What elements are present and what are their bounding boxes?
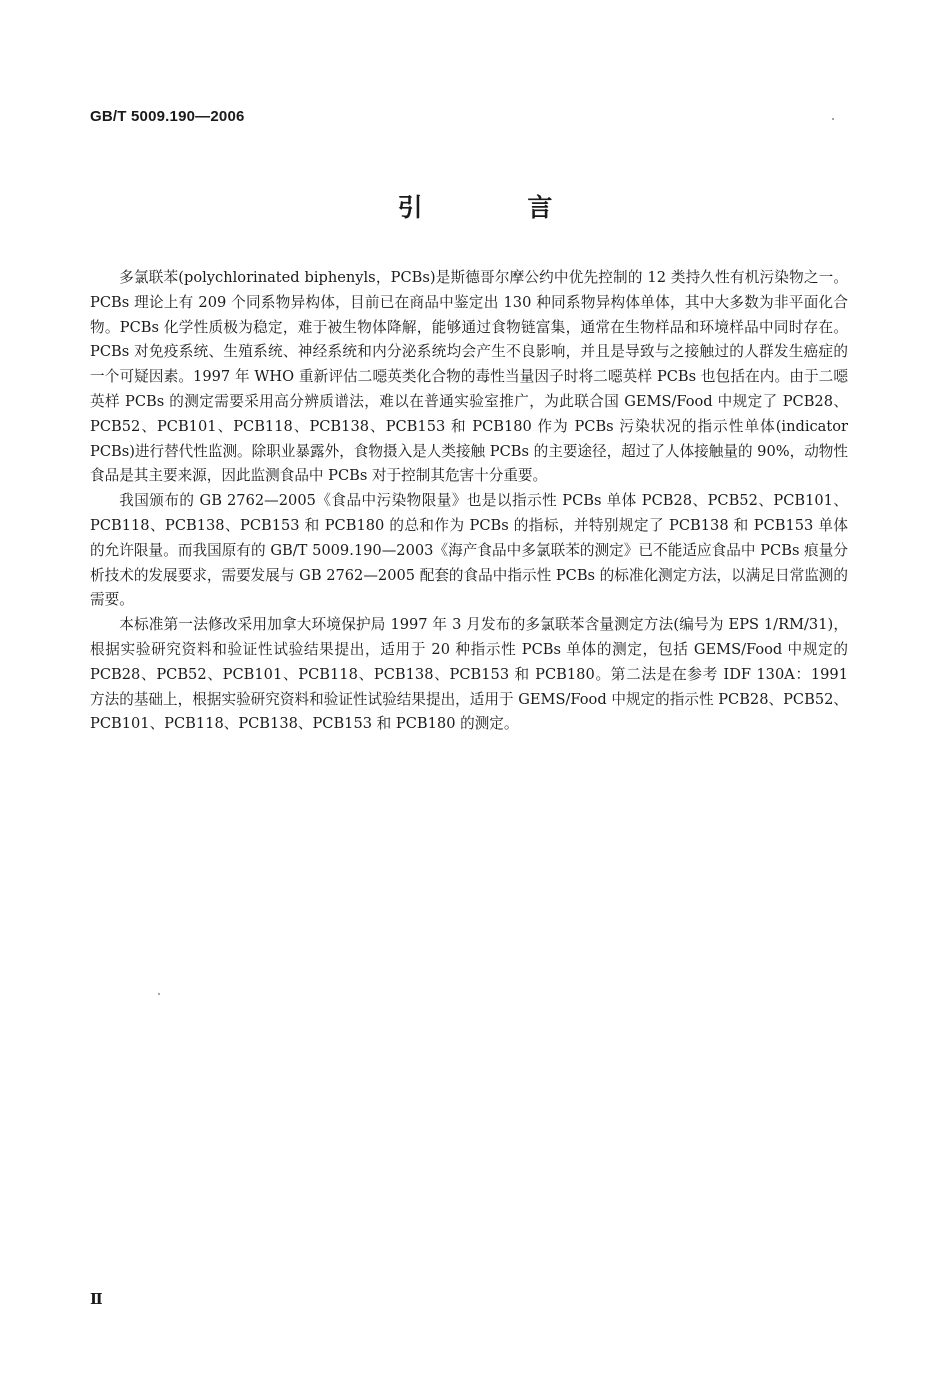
scan-speck <box>158 993 160 995</box>
body-text <box>90 266 848 737</box>
page-number: Ⅱ <box>90 1290 103 1308</box>
section-title: 引 言 <box>397 193 601 222</box>
paragraph: 多氯联苯(polychlorinated biphenyls，PCBs)是斯德哥尔摩公约中优先控制的 12 类持久性有机污染物之一。PCBs 理论上有 209 个同系物异构体，目前已在商品中鉴定出 130 种同系物异构体单体，其中大多数为非平面化合物。PCBs 化学性质极为稳定，难于被生物体降解，能够通过食物链富集，通常在生物样品和环境样品中同时存在。PCBs 对免疫系统、生殖系统、神经系统和内分泌系统均会产生不良影响，并且是导致与之接触过的人群发生癌症的一个可疑因素。1997 年 WHO 重新评估二噁英类化合物的毒性当量因子时将二噁英样 PCBs 也包括在内。由于二噁英样 PCBs 的测定需要采用高分辨质谱法，难以在普通实验室推广，为此联合国 GEMS/Food 中规定了 PCB28、PCB52、PCB101、PCB118、PCB138、PCB153 和 PCB180 作为 PCBs 污染状况的指示性单体(indicator PCBs)进行替代性监测。除职业暴露外，食物摄入是人类接触 PCBs 的主要途径，超过了人体接触量的 90%，动物性食品是其主要来源，因此监测食品中 PCBs 对于控制其危害十分重要。 <box>90 269 848 485</box>
paragraph: 我国颁布的 GB 2762—2005《食品中污染物限量》也是以指示性 PCBs 单体 PCB28、PCB52、PCB101、PCB118、PCB138、PCB153 和 PCB180 的总和作为 PCBs 的指标，并特别规定了 PCB138 和 PCB153 单体的允许限量。而我国原有的 GB/T 5009.190—2003《海产食品中多氯联苯的测定》已不能适应食品中 PCBs 痕量分析技术的发展要求，需要发展与 GB 2762—2005 配套的食品中指示性 PCBs 的标准化测定方法，以满足日常监测的需要。 <box>90 492 848 609</box>
standard-code: GB/T 5009.190—2006 <box>90 108 245 125</box>
paragraph: 本标准第一法修改采用加拿大环境保护局 1997 年 3 月发布的多氯联苯含量测定方法(编号为 EPS 1/RM/31)，根据实验研究资料和验证性试验结果提出，适用于 20 种指示性 PCBs 单体的测定，包括 GEMS/Food 中规定的 PCB28、PCB52、PCB101、PCB118、PCB138、PCB153 和 PCB180。第二法是在参考 IDF 130A：1991 方法的基础上，根据实验研究资料和验证性试验结果提出，适用于 GEMS/Food 中规定的指示性 PCB28、PCB52、PCB101、PCB118、PCB138、PCB153 和 PCB180 的测定。 <box>90 616 848 733</box>
scan-speck <box>832 118 834 120</box>
